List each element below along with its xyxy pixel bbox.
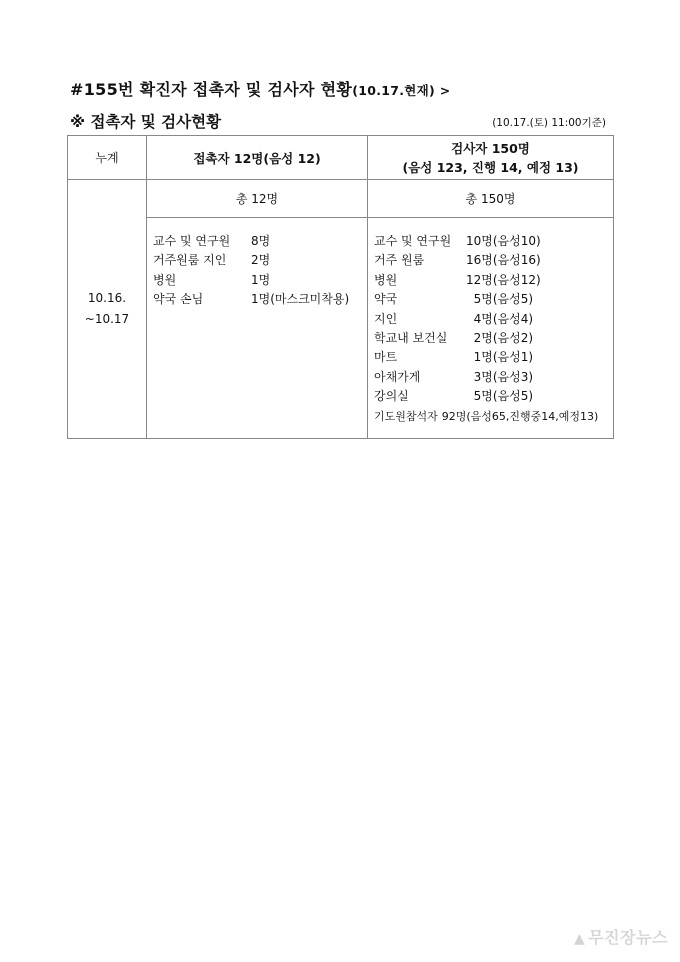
list-item: 약국 손님 1명(마스크미착용) <box>153 292 350 307</box>
list-item: 기도원참석자 92명(음성65,진행중14,예정13) <box>374 409 599 423</box>
list-item: 약국 5명(음성5) <box>374 292 534 307</box>
list-item: 병원 12명(음성12) <box>374 272 541 287</box>
list-item: 지인 4명(음성4) <box>374 311 534 326</box>
list-item: 병원 1명 <box>153 272 271 287</box>
header-tested-line2: (음성 123, 진행 14, 예정 13) <box>402 159 579 175</box>
list-item: 마트 1명(음성1) <box>374 350 534 365</box>
section-subtitle: ※ 접촉자 및 검사현황 <box>70 113 222 131</box>
list-item: 거주 원룸 16명(음성16) <box>374 253 541 268</box>
watermark <box>574 925 668 948</box>
list-item: 학교내 보건실 2명(음성2) <box>374 331 534 346</box>
watermark-text: 무진장뉴스 <box>588 928 668 947</box>
title-main: #155번 확진자 접촉자 및 검사자 현황 <box>70 80 353 99</box>
list-item: 거주원룸 지인 2명 <box>153 253 271 268</box>
list-item: 교수 및 연구원 8명 <box>153 234 271 248</box>
list-item: 아채가게 3명(음성3) <box>374 369 534 384</box>
contact-test-table <box>67 135 614 439</box>
as-of-timestamp: (10.17.(토) 11:00기준) <box>492 117 606 129</box>
mountain-logo-icon: ▲ <box>573 931 586 947</box>
header-cumulative: 누계 <box>68 136 147 180</box>
tested-list <box>368 218 614 439</box>
title-date: (10.17.현재) > <box>352 83 451 98</box>
list-item: 강의실 5명(음성5) <box>374 389 534 404</box>
contacts-total: 총 12명 <box>147 180 368 218</box>
header-tested-line1: 검사자 150명 <box>451 140 530 156</box>
period-cell <box>68 180 147 439</box>
period-end: ~10.17 <box>84 312 130 327</box>
header-contacts: 접촉자 12명(음성 12) <box>147 136 368 180</box>
period-start: 10.16. <box>87 291 127 306</box>
contacts-list <box>147 218 368 439</box>
details-row <box>68 218 614 439</box>
list-item: 교수 및 연구원 10명(음성10) <box>374 234 541 248</box>
header-tested <box>368 136 614 180</box>
header-row <box>68 136 614 180</box>
totals-row <box>68 180 614 218</box>
document-title <box>70 77 450 100</box>
tested-total: 총 150명 <box>368 180 614 218</box>
